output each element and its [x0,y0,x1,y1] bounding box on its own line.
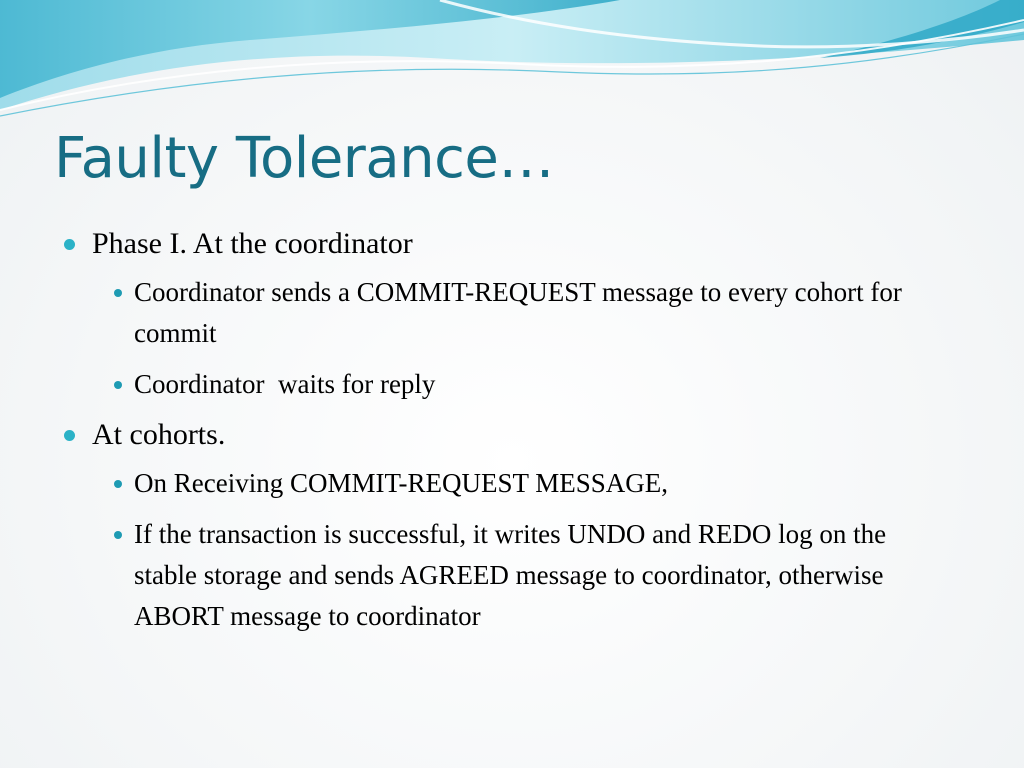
slide-title: Faulty Tolerance… [54,126,554,191]
header-wave-decoration [0,0,1024,130]
sub-bullet-text: On Receiving COMMIT-REQUEST MESSAGE, [134,468,669,498]
sub-bullet-item [114,364,934,405]
bullet-text: At cohorts. [92,418,226,451]
bullet-dot-icon [114,289,122,297]
bullet-dot-icon [114,480,122,488]
bullet-item-at-cohorts [60,415,960,455]
sub-bullet-item [114,272,934,354]
bullet-dot-icon [64,239,75,250]
sub-bullet-item [114,463,934,504]
sub-bullet-text: Coordinator sends a COMMIT-REQUEST message to every cohort for commit [134,277,902,348]
sub-bullet-text: If the transaction is successful, it writes UNDO and REDO log on the stable storage and sends AGREED message to coordinator, otherwise ABORT message to coordinator [134,519,887,631]
sub-bullet-item [114,514,934,637]
bullet-dot-icon [114,381,122,389]
bullet-dot-icon [114,531,122,539]
bullet-dot-icon [64,430,75,441]
sub-bullet-text: Coordinator waits for reply [134,369,436,399]
slide-body [60,224,960,647]
bullet-text: Phase I. At the coordinator [92,227,413,260]
bullet-item-phase-1 [60,224,960,264]
